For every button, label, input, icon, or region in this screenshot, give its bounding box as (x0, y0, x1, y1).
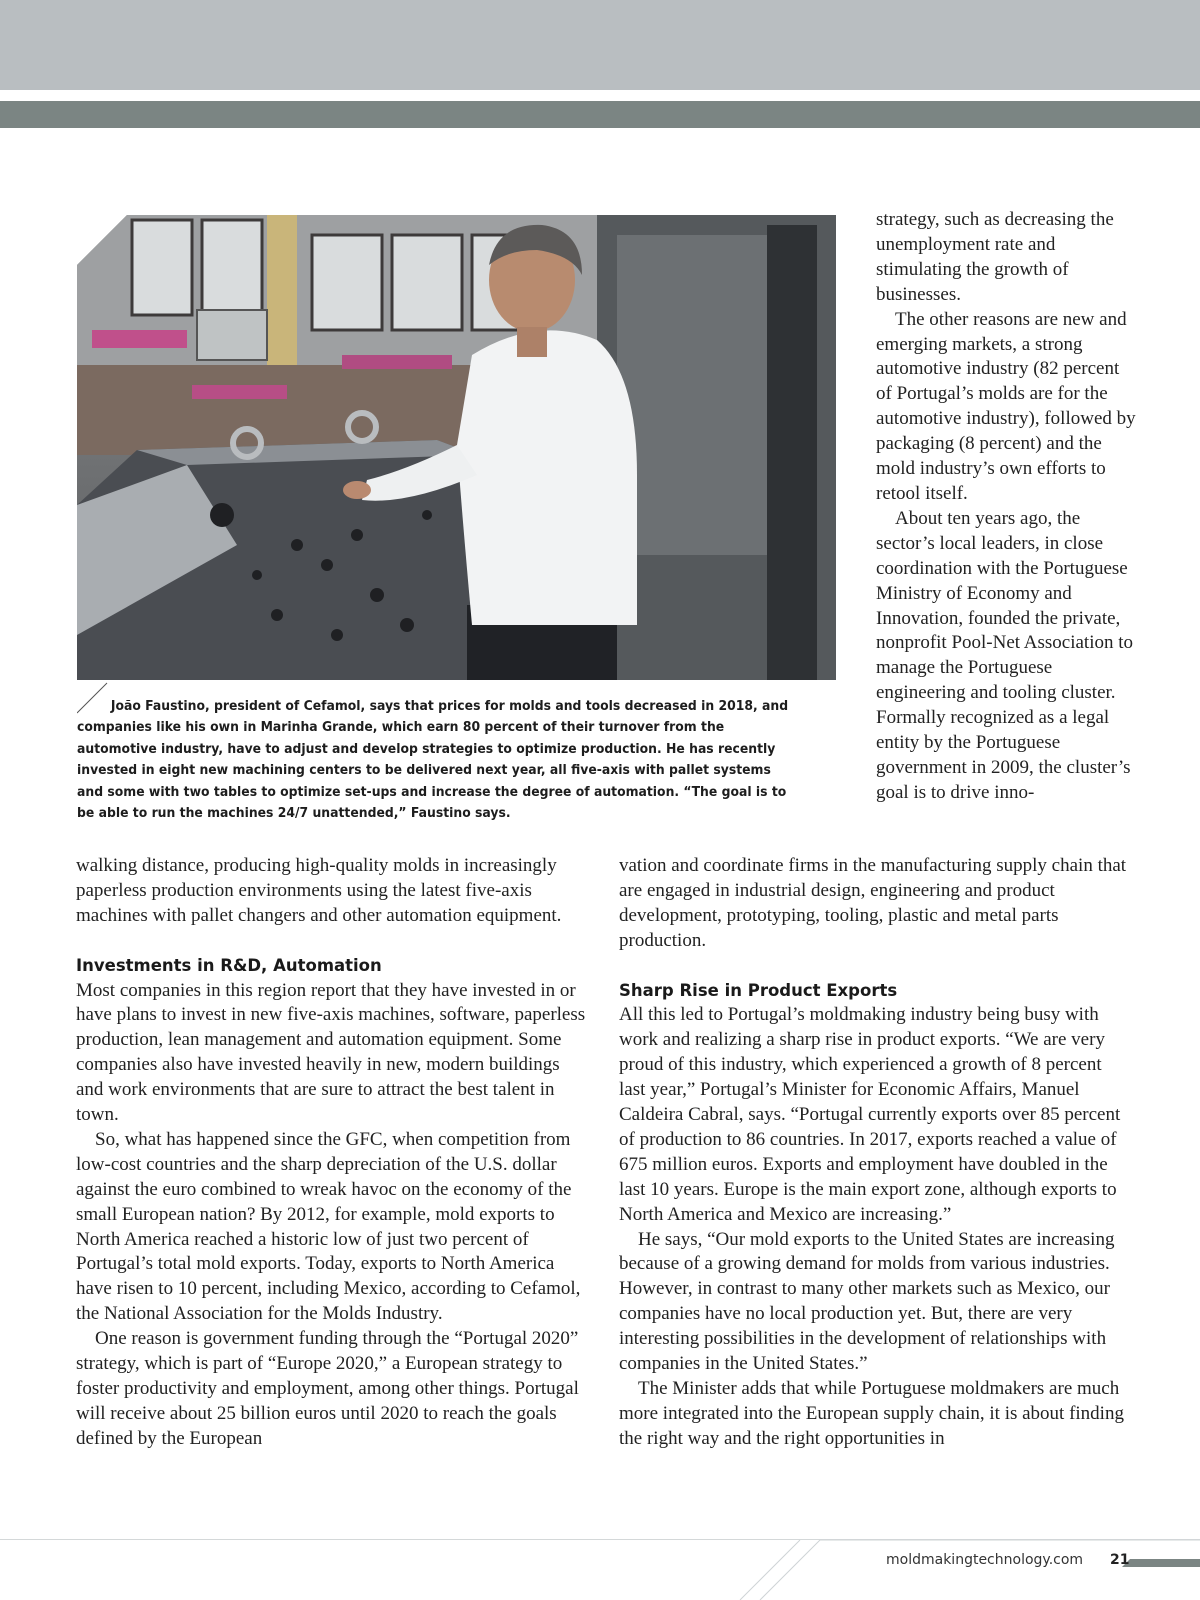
footer-url[interactable]: moldmakingtechnology.com (886, 1552, 1084, 1568)
body-paragraph: The Minister adds that while Portuguese moldmakers are much more integrated into the European supply chain, it is about finding the right way and the right opportunities in (619, 1378, 1124, 1449)
header-band (0, 0, 1200, 90)
body-paragraph: vation and coordinate firms in the manufacturing supply chain that are engaged in industrial design, engineering and product development, prototyping, tooling, plastic and metal parts production. (619, 855, 1127, 951)
body-paragraph: He says, “Our mold exports to the United States are increasing because of a growing demand for molds from various industries. However, in contrast to many other markets such as Mexico, our companies have no local production yet. But, there are very interesting possibilities in the development of relationships with companies in the United States.” (619, 1228, 1115, 1375)
body-paragraph: The other reasons are new and emerging markets, a strong automotive industry (82 percent of Portugal’s molds are for the automotive industry), followed by packaging (8 percent) and the mold industry’s own efforts to retool itself. (876, 308, 1136, 504)
upper-right-column (876, 208, 1138, 806)
section-heading: Investments in R&D, Automation (76, 955, 382, 975)
left-column (76, 854, 586, 1452)
page-number: 21 (1110, 1552, 1130, 1568)
body-paragraph: walking distance, producing high-quality molds in increasingly paperless production environments using the latest five-axis machines with pallet changers and other automation equipment. (76, 855, 562, 926)
body-paragraph: strategy, such as decreasing the unemployment rate and stimulating the growth of businesses. (876, 209, 1114, 305)
article-photo (77, 215, 836, 680)
body-paragraph: So, what has happened since the GFC, when competition from low-cost countries and the sharp depreciation of the U.S. dollar against the euro combined to wreak havoc on the economy of the small European nation? By 2012, for example, mold exports to North America reached a historic low of just two percent of Portugal’s total mold exports. Today, exports to North America have risen to 10 percent, including Mexico, according to Cefamol, the National Association for the Molds Industry. (76, 1128, 581, 1325)
header-strip (0, 101, 1200, 128)
right-column (619, 854, 1129, 1452)
body-paragraph: Most companies in this region report that they have invested in or have plans to invest in new five-axis machines, software, paperless production, lean management and automation equipment. Some companies also have invested heavily in new, modern buildings and work environments that are sure to attract the best talent in town. (76, 979, 586, 1126)
section-heading: Sharp Rise in Product Exports (619, 980, 898, 1000)
body-paragraph: One reason is government funding through the “Portugal 2020” strategy, which is part of “Europe 2020,” a European strategy to foster productivity and employment, among other things. Portugal will receive about 25 billion euros until 2020 to reach the goals defined by the European (76, 1328, 579, 1449)
photo-caption: João Faustino, president of Cefamol, says that prices for molds and tools decreased in 2018, and companies like his own in Marinha Grande, which earn 80 percent of their turnover from the automotive industry, have to adjust and develop strategies to optimize production. He has recently invested in eight new machining centers to be delivered next year, all five-axis with pallet systems and some with two tables to optimize set-ups and increase the degree of automation. “The goal is to be able to run the machines 24/7 unattended,” Faustino says. (77, 699, 789, 822)
body-paragraph: All this led to Portugal’s moldmaking industry being busy with work and realizing a sharp rise in product exports. “We are very proud of this industry, which experienced a growth of 8 percent last year,” Portugal’s Minister for Economic Affairs, Manuel Caldeira Cabral, says. “Portugal currently exports over 85 percent of production to 86 countries. In 2017, exports reached a value of 675 million euros. Exports and employment have doubled in the last 10 years. Europe is the main export zone, although exports to North America and Mexico are increasing.” (619, 1004, 1121, 1225)
body-paragraph: About ten years ago, the sector’s local leaders, in close coordination with the Portuguese Ministry of Economy and Innovation, founded the private, nonprofit Pool-Net Association to manage the Portuguese engineering and tooling cluster. Formally recognized as a legal entity by the Portuguese government in 2009, the cluster’s goal is to drive inno- (876, 507, 1134, 803)
